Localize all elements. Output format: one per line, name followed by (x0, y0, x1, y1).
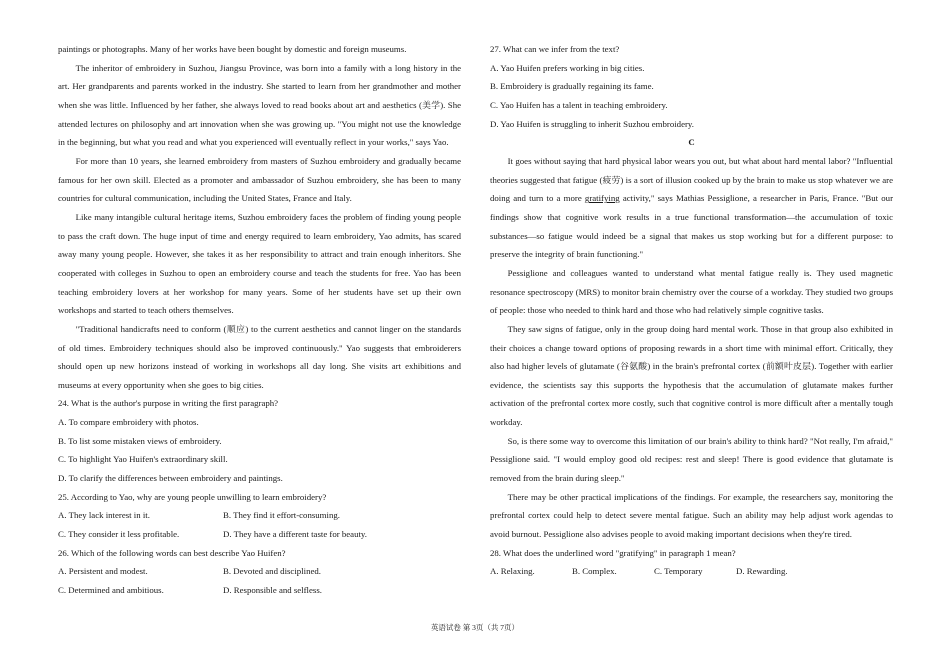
option: A. Persistent and modest. (58, 566, 148, 577)
option: A. To compare embroidery with photos. (58, 417, 199, 428)
option: A. Relaxing. (490, 566, 535, 577)
paragraph: paintings or photographs. Many of her works have been bought by domestic and foreign museums. (58, 44, 407, 54)
option: C. They consider it less profitable. (58, 529, 180, 540)
option-row (58, 506, 461, 525)
option: B. They find it effort-consuming. (223, 510, 340, 521)
option-row (58, 581, 461, 600)
option: D. Responsible and selfless. (223, 585, 322, 596)
option-row (490, 562, 893, 581)
option: C. To highlight Yao Huifen's extraordinary skill. (58, 454, 228, 465)
option: D. To clarify the differences between embroidery and paintings. (58, 473, 283, 484)
paragraph: Pessiglione and colleagues wanted to understand what mental fatigue really is. They used magnetic resonance spectroscopy (MRS) to monitor brain chemistry over the course of a workday. They studied two groups of people: those who needed to think hard and those who had relatively simple cognitive tasks. (490, 267, 893, 316)
paragraph (490, 152, 893, 264)
paragraph-text: activity," says Mathias Pessiglione, a researcher in Paris, France. "But our findings show that cognitive work results in a true functional transformation—the accumulation of toxic substances—so fatigue would indeed be a signal that makes us stop working but for a different purpose: to preserve the integrity of brain functioning." (490, 193, 893, 260)
paragraph: "Traditional handicrafts need to conform (顺应) to the current aesthetics and cannot linger on the standards of old times. Embroidery techniques should also be improved continuously." Yao suggests that embroiderers should open up new horizons instead of working in workshops all day long. She visits art exhibitions and museums at every opportunity when she goes to big cities. (58, 323, 461, 390)
question-26-stem: 26. Which of the following words can best describe Yao Huifen? (58, 547, 286, 558)
question-25-stem: 25. According to Yao, why are young people unwilling to learn embroidery? (58, 491, 327, 502)
paragraph: For more than 10 years, she learned embroidery from masters of Suzhou embroidery and gradually became famous for her own skill. Elected as a promoter and ambassador of Suzhou embroidery, she has been to many countries for cultural communication, including the United States, France and Italy. (58, 155, 461, 204)
option-row (58, 525, 461, 544)
question-24-stem: 24. What is the author's purpose in writing the first paragraph? (58, 398, 279, 409)
option: C. Yao Huifen has a talent in teaching embroidery. (490, 99, 668, 110)
option: B. Devoted and disciplined. (223, 566, 321, 577)
page-footer: 英语试卷 第 3页（共 7页） (430, 623, 520, 632)
option: C. Determined and ambitious. (58, 585, 164, 596)
paragraph-text: It goes without saying that hard physical labor wears you out, but what about hard mental labor? "Influential theories suggested that fatigue (疲劳) is a sort of illusion cooked up by the brain to make us stop whatever we are doing and turn to a more (490, 155, 893, 204)
option: B. Embroidery is gradually regaining its fame. (490, 81, 654, 92)
option: B. Complex. (572, 566, 617, 577)
paragraph: So, is there some way to overcome this limitation of our brain's ability to think hard? "Not really, I'm afraid," Pessiglione said. "I would employ good old recipes: rest and sleep! There is good evidence that glutamate is removed from the brain during sleep." (490, 435, 893, 484)
paragraph: They saw signs of fatigue, only in the group doing hard mental work. Those in that group also exhibited in their choices a change toward options of proposing rewards in a short time with minimal effort. Critically, they also had higher levels of glutamate (谷氨酸) in the brain's prefrontal cortex (前额叶皮层). Together with earlier evidence, the scientists say this supports the hypothesis that the accumulation of glutamate makes further activation of the prefrontal cortex more costly, such that cognitive control is more difficult after a mentally tough workday. (490, 323, 893, 428)
option: D. Yao Huifen is struggling to inherit Suzhou embroidery. (490, 118, 694, 129)
option: D. They have a different taste for beauty. (223, 529, 367, 540)
paragraph: The inheritor of embroidery in Suzhou, Jiangsu Province, was born into a family with a long history in the art. Her grandparents and parents worked in the industry. She started to learn from her grandmother and mother when she was little. Influenced by her father, she always loved to read books about art and aesthetics (美学). She attended lectures on philosophy and art innovation when she was growing up. "You might not use the knowledge in the beginning, but what you read and what you experienced will eventually reflect in your works," says Yao. (58, 62, 461, 148)
right-column (490, 40, 893, 581)
question-28-stem: 28. What does the underlined word "gratifying" in paragraph 1 mean? (490, 547, 736, 558)
option: C. Temporary (654, 566, 703, 577)
option: A. They lack interest in it. (58, 510, 150, 521)
paragraph: Like many intangible cultural heritage items, Suzhou embroidery faces the problem of finding young people to pass the craft down. The huge input of time and energy required to learn embroidery, Yao admits, has scared away many young people. However, she takes it as her responsibility to attract and train enough inheritors. She cooperated with colleges in Suzhou to open an embroidery course and teach the students for free. Yao has been teaching embroidery lovers at her workshop for many years. Some of her students have set up their own workshops and started to teach others themselves. (58, 211, 461, 316)
left-column (58, 40, 461, 600)
underlined-word: gratifying (584, 193, 620, 204)
option-row (58, 562, 461, 581)
option: B. To list some mistaken views of embroidery. (58, 435, 222, 446)
option: A. Yao Huifen prefers working in big cities. (490, 62, 645, 73)
question-27-stem: 27. What can we infer from the text? (490, 44, 620, 54)
paragraph: There may be other practical implications of the findings. For example, the researchers say, monitoring the prefrontal cortex could help to detect severe mental fatigue. Such an ability may help adjust work agendas to avoid burnout. Pessiglione also advises people to avoid making important decisions when they're tired. (490, 491, 893, 540)
option: D. Rewarding. (736, 566, 788, 577)
section-heading: C (688, 137, 695, 148)
